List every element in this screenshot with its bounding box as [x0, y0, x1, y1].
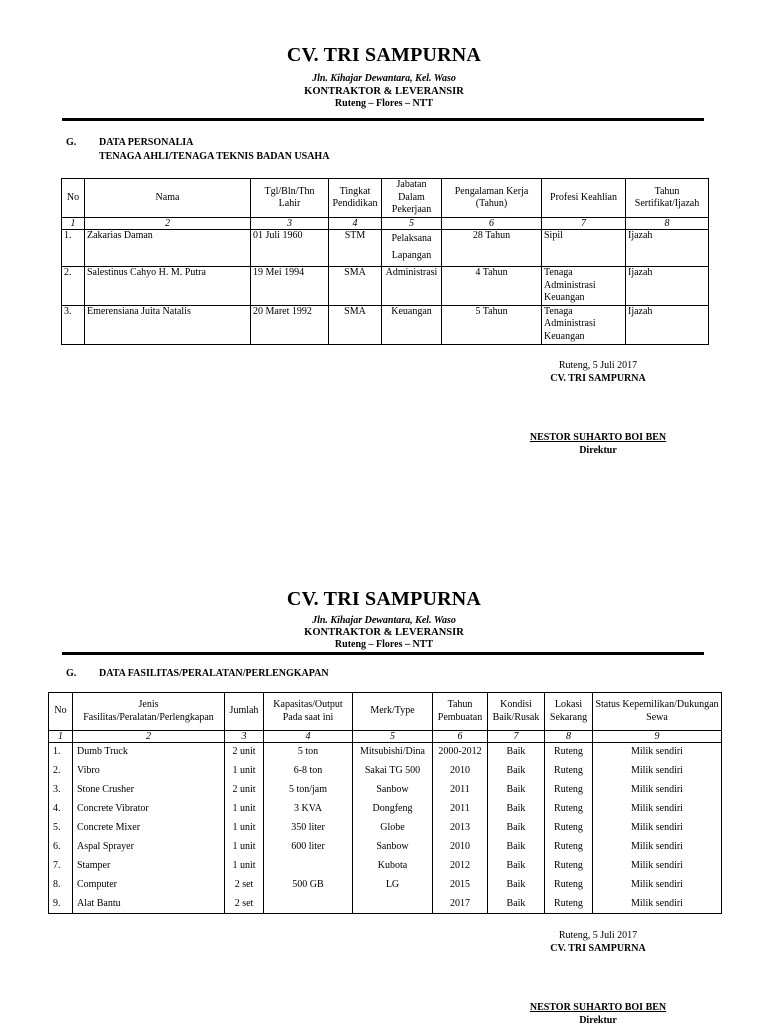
cell-lokasi: Ruteng	[545, 762, 593, 781]
col-number: 4	[264, 731, 353, 743]
cell-profesi: Tenaga Administrasi Keuangan	[542, 267, 626, 306]
cell-no: 1.	[62, 230, 85, 267]
header-divider	[62, 652, 704, 655]
signature-company: CV. TRI SAMPURNA	[550, 373, 646, 384]
cell-merk: Kubota	[353, 857, 433, 876]
cell-kondisi: Baik	[488, 743, 545, 762]
col-number: 2	[73, 731, 225, 743]
col-number: 6	[442, 218, 542, 230]
company-header-1	[0, 44, 768, 109]
table-row	[62, 267, 709, 306]
cell-tgl: 01 Juli 1960	[251, 230, 329, 267]
cell-kondisi: Baik	[488, 895, 545, 914]
cell-merk: Sanbow	[353, 781, 433, 800]
col-number: 2	[85, 218, 251, 230]
cell-jumlah: 2 unit	[225, 743, 264, 762]
cell-status: Milik sendiri	[593, 895, 722, 914]
header-nama: Nama	[85, 179, 251, 218]
cell-tingkat: STM	[329, 230, 382, 267]
section-title: DATA FASILITAS/PERALATAN/PERLENGKAPAN	[99, 668, 329, 679]
personalia-table	[61, 178, 709, 345]
cell-jumlah: 2 set	[225, 876, 264, 895]
cell-lokasi: Ruteng	[545, 800, 593, 819]
cell-merk: Globe	[353, 819, 433, 838]
header-tingkat-pendidikan: Tingkat Pendidikan	[329, 179, 382, 218]
cell-kapasitas: 500 GB	[264, 876, 353, 895]
cell-tahun: 2011	[433, 800, 488, 819]
cell-no: 3.	[49, 781, 73, 800]
cell-kondisi: Baik	[488, 762, 545, 781]
cell-status: Milik sendiri	[593, 857, 722, 876]
cell-tingkat: SMA	[329, 267, 382, 306]
cell-merk: Dongfeng	[353, 800, 433, 819]
cell-no: 5.	[49, 819, 73, 838]
cell-lokasi: Ruteng	[545, 743, 593, 762]
cell-merk: Mitsubishi/Dina	[353, 743, 433, 762]
cell-tingkat: SMA	[329, 305, 382, 344]
col-number: 4	[329, 218, 382, 230]
cell-jenis: Stone Crusher	[73, 781, 225, 800]
signer-block-1	[520, 432, 676, 456]
cell-jumlah: 1 unit	[225, 857, 264, 876]
signer-name: NESTOR SUHARTO BOI BEN	[529, 432, 667, 443]
cell-jenis: Dumb Truck	[73, 743, 225, 762]
cell-lokasi: Ruteng	[545, 857, 593, 876]
col-number: 1	[49, 731, 73, 743]
cell-kondisi: Baik	[488, 819, 545, 838]
header-jabatan: Jabatan Dalam Pekerjaan	[382, 179, 442, 218]
cell-tahun: 2017	[433, 895, 488, 914]
company-name: CV. TRI SAMPURNA	[286, 588, 482, 610]
cell-kapasitas: 5 ton/jam	[264, 781, 353, 800]
cell-jenis: Alat Bantu	[73, 895, 225, 914]
cell-tgl: 20 Maret 1992	[251, 305, 329, 344]
cell-tahun: 2000-2012	[433, 743, 488, 762]
signer-role: Direktur	[579, 1015, 617, 1026]
cell-lokasi: Ruteng	[545, 895, 593, 914]
cell-status: Milik sendiri	[593, 781, 722, 800]
cell-kondisi: Baik	[488, 876, 545, 895]
signature-company: CV. TRI SAMPURNA	[550, 943, 646, 954]
cell-merk: Sanbow	[353, 838, 433, 857]
cell-tahun: Ijazah	[626, 230, 709, 267]
cell-tahun: 2010	[433, 762, 488, 781]
cell-no: 8.	[49, 876, 73, 895]
cell-no: 6.	[49, 838, 73, 857]
col-number: 5	[382, 218, 442, 230]
cell-lokasi: Ruteng	[545, 781, 593, 800]
cell-merk: Sakai TG 500	[353, 762, 433, 781]
signer-block-2	[520, 1002, 676, 1026]
cell-nama: Salestinus Cahyo H. M. Putra	[85, 267, 251, 306]
cell-tgl: 19 Mei 1994	[251, 267, 329, 306]
section-title: DATA PERSONALIA	[99, 137, 194, 148]
cell-jumlah: 1 unit	[225, 838, 264, 857]
header-tahun-sertifikat: Tahun Sertifikat/Ijazah	[626, 179, 709, 218]
cell-kapasitas: 6-8 ton	[264, 762, 353, 781]
cell-no: 2.	[49, 762, 73, 781]
header-kondisi: Kondisi Baik/Rusak	[488, 693, 545, 731]
cell-kapasitas	[264, 895, 353, 914]
table-header-row	[62, 179, 709, 218]
col-number: 5	[353, 731, 433, 743]
cell-kapasitas: 350 liter	[264, 819, 353, 838]
column-number-row	[49, 731, 722, 743]
signature-place-date: Ruteng, 5 Juli 2017	[558, 360, 638, 371]
fasilitas-table	[48, 692, 722, 914]
cell-jenis: Concrete Mixer	[73, 819, 225, 838]
header-no: No	[62, 179, 85, 218]
signature-block-2	[520, 930, 676, 954]
col-number: 6	[433, 731, 488, 743]
header-divider	[62, 118, 704, 121]
company-business: KONTRAKTOR & LEVERANSIR	[304, 86, 464, 97]
cell-status: Milik sendiri	[593, 838, 722, 857]
signature-place-date: Ruteng, 5 Juli 2017	[558, 930, 638, 941]
cell-no: 1.	[49, 743, 73, 762]
col-number: 7	[542, 218, 626, 230]
table-row	[49, 857, 722, 876]
cell-no: 3.	[62, 305, 85, 344]
col-number: 3	[225, 731, 264, 743]
col-number: 9	[593, 731, 722, 743]
table-row	[49, 800, 722, 819]
col-number: 1	[62, 218, 85, 230]
cell-kondisi: Baik	[488, 800, 545, 819]
cell-no: 7.	[49, 857, 73, 876]
table-row	[49, 762, 722, 781]
cell-jumlah: 1 unit	[225, 800, 264, 819]
header-merk: Merk/Type	[353, 693, 433, 731]
cell-jenis: Computer	[73, 876, 225, 895]
cell-merk	[353, 895, 433, 914]
section-letter: G.	[66, 668, 77, 679]
table-row	[49, 819, 722, 838]
company-city: Ruteng – Flores – NTT	[334, 639, 434, 650]
cell-no: 9.	[49, 895, 73, 914]
cell-merk: LG	[353, 876, 433, 895]
cell-profesi: Sipil	[542, 230, 626, 267]
cell-tahun: 2015	[433, 876, 488, 895]
header-tahun-pembuatan: Tahun Pembuatan	[433, 693, 488, 731]
cell-nama: Zakarias Daman	[85, 230, 251, 267]
table-row	[62, 305, 709, 344]
cell-profesi: Tenaga Administrasi Keuangan	[542, 305, 626, 344]
header-lokasi: Lokasi Sekarang	[545, 693, 593, 731]
cell-pengalaman: 28 Tahun	[442, 230, 542, 267]
cell-status: Milik sendiri	[593, 819, 722, 838]
company-name: CV. TRI SAMPURNA	[286, 44, 482, 66]
cell-pengalaman: 5 Tahun	[442, 305, 542, 344]
cell-jumlah: 1 unit	[225, 762, 264, 781]
cell-jenis: Concrete Vibrator	[73, 800, 225, 819]
cell-status: Milik sendiri	[593, 762, 722, 781]
cell-nama: Emerensiana Juita Natalis	[85, 305, 251, 344]
cell-kondisi: Baik	[488, 781, 545, 800]
header-no: No	[49, 693, 73, 731]
header-status: Status Kepemilikan/Dukungan Sewa	[593, 693, 722, 731]
cell-kapasitas: 3 KVA	[264, 800, 353, 819]
table-row	[49, 838, 722, 857]
table-row	[49, 781, 722, 800]
table-row	[49, 743, 722, 762]
cell-jumlah: 2 set	[225, 895, 264, 914]
header-jumlah: Jumlah	[225, 693, 264, 731]
signer-role: Direktur	[579, 445, 617, 456]
col-number: 8	[545, 731, 593, 743]
cell-kondisi: Baik	[488, 857, 545, 876]
section-letter: G.	[66, 137, 77, 148]
cell-pengalaman: 4 Tahun	[442, 267, 542, 306]
column-number-row	[62, 218, 709, 230]
cell-kondisi: Baik	[488, 838, 545, 857]
col-number: 8	[626, 218, 709, 230]
col-number: 7	[488, 731, 545, 743]
table-row	[49, 876, 722, 895]
fasilitas-body	[49, 743, 722, 914]
cell-tahun: 2012	[433, 857, 488, 876]
company-address: Jln. Kihajar Dewantara, Kel. Waso	[312, 615, 456, 626]
cell-jumlah: 2 unit	[225, 781, 264, 800]
cell-kapasitas: 600 liter	[264, 838, 353, 857]
signature-block-1	[520, 360, 676, 384]
cell-jabatan: Administrasi	[382, 267, 442, 306]
cell-status: Milik sendiri	[593, 743, 722, 762]
cell-jabatan: Keuangan	[382, 305, 442, 344]
cell-status: Milik sendiri	[593, 876, 722, 895]
header-kapasitas: Kapasitas/Output Pada saat ini	[264, 693, 353, 731]
table-row	[62, 230, 709, 267]
company-address: Jln. Kihajar Dewantara, Kel. Waso	[312, 73, 456, 84]
cell-lokasi: Ruteng	[545, 838, 593, 857]
cell-kapasitas	[264, 857, 353, 876]
header-pengalaman: Pengalaman Kerja (Tahun)	[442, 179, 542, 218]
cell-status: Milik sendiri	[593, 800, 722, 819]
cell-tahun: Ijazah	[626, 267, 709, 306]
signer-name: NESTOR SUHARTO BOI BEN	[529, 1002, 667, 1013]
table-row	[49, 895, 722, 914]
cell-tahun: 2013	[433, 819, 488, 838]
section-subtitle: TENAGA AHLI/TENAGA TEKNIS BADAN USAHA	[99, 151, 330, 162]
cell-jenis: Vibro	[73, 762, 225, 781]
table-header-row	[49, 693, 722, 731]
company-business: KONTRAKTOR & LEVERANSIR	[304, 627, 464, 638]
cell-tahun: Ijazah	[626, 305, 709, 344]
cell-jenis: Stamper	[73, 857, 225, 876]
company-city: Ruteng – Flores – NTT	[334, 98, 434, 109]
cell-jabatan: Pelaksana Lapangan	[382, 230, 442, 267]
cell-lokasi: Ruteng	[545, 876, 593, 895]
header-tgl-lahir: Tgl/Bln/Thn Lahir	[251, 179, 329, 218]
col-number: 3	[251, 218, 329, 230]
cell-kapasitas: 5 ton	[264, 743, 353, 762]
cell-lokasi: Ruteng	[545, 819, 593, 838]
cell-no: 2.	[62, 267, 85, 306]
cell-tahun: 2010	[433, 838, 488, 857]
header-profesi: Profesi Keahlian	[542, 179, 626, 218]
cell-jenis: Aspal Sprayer	[73, 838, 225, 857]
cell-tahun: 2011	[433, 781, 488, 800]
header-jenis: Jenis Fasilitas/Peralatan/Perlengkapan	[73, 693, 225, 731]
company-header-2	[0, 588, 768, 650]
cell-jumlah: 1 unit	[225, 819, 264, 838]
cell-no: 4.	[49, 800, 73, 819]
